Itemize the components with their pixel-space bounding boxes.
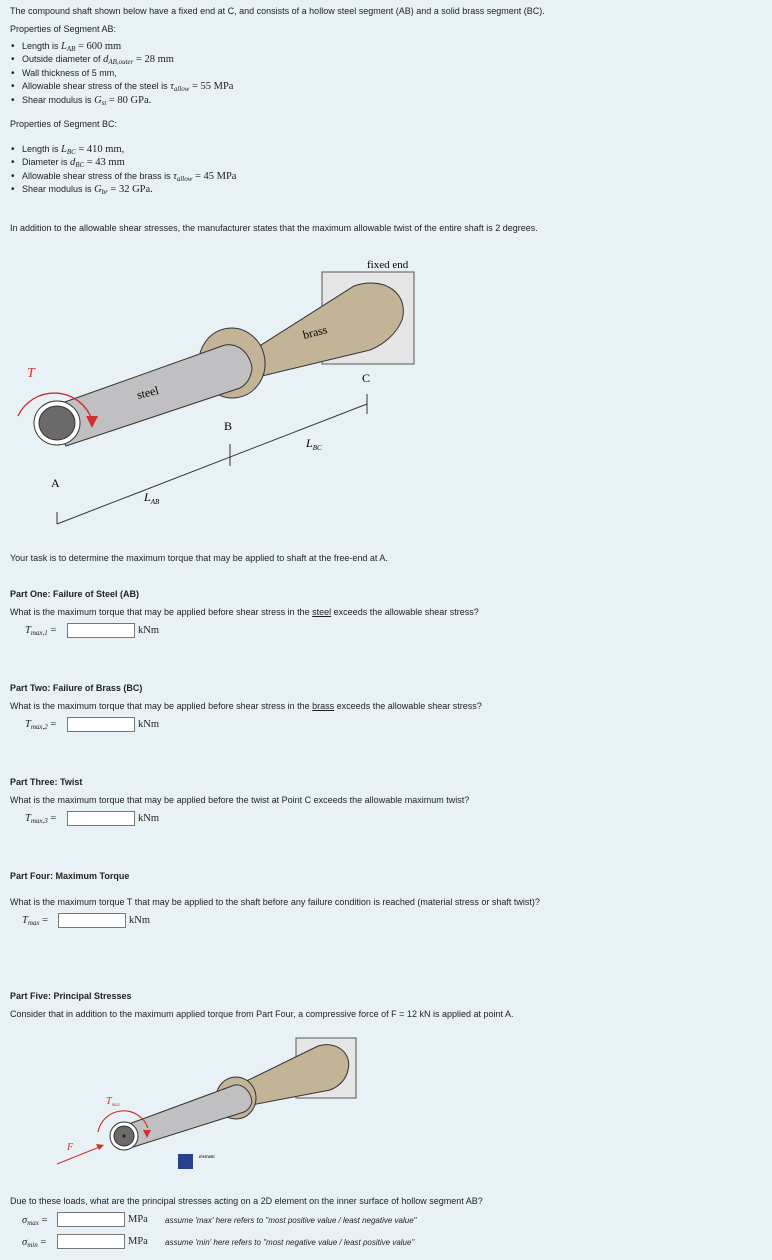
force-label: F <box>67 1142 74 1153</box>
property-symbol: $d_{BC}$ <box>70 157 85 170</box>
property-symbol: $\tau_{allow}$ <box>170 81 190 94</box>
part2-label: $T_{max,2}$ = <box>25 719 57 731</box>
segment-ab-heading: Properties of Segment AB: <box>10 24 117 34</box>
sigma-max-unit: MPa <box>128 1214 148 1225</box>
center-dot <box>123 1135 126 1138</box>
shaft-figure <box>0 250 772 540</box>
steel-label: steel <box>135 383 161 402</box>
intro-text: The compound shaft shown below have a fixed end at C, and consists of a hollow steel segment (AB) and a solid brass segment (BC). <box>10 6 545 16</box>
property-item: • Length is $L_{AB} = 600$ mm <box>10 40 233 53</box>
property-item: • Diameter is $d_{BC} = 43$ mm <box>10 156 236 169</box>
part4-question: What is the maximum torque T that may be applied to the shaft before any failure condition is reached (material stress or shaft twist)? <box>10 897 540 907</box>
part5-question: Consider that in addition to the maximum applied torque from Part Four, a compressive force of F = 12 kN is applied at point A. <box>10 1009 514 1019</box>
part4-label: $T_{max}$ = <box>22 915 49 927</box>
part2-heading: Part Two: Failure of Brass (BC) <box>10 683 143 693</box>
sigma-min-note: assume 'min' here refers to "most negative value / least positive value" <box>165 1238 415 1247</box>
part1-question: What is the maximum torque that may be applied before shear stress in the steel exceeds the allowable shear stress? <box>10 607 479 617</box>
segment-bc-heading: Properties of Segment BC: <box>10 119 118 129</box>
point-c-label: C <box>362 371 371 385</box>
sigma-max-input[interactable] <box>57 1212 125 1227</box>
sigma-max-note: assume 'max' here refers to "most positive value / least negative value" <box>165 1216 417 1225</box>
property-symbol: $L_{AB}$ <box>61 41 76 53</box>
element-square <box>178 1154 193 1169</box>
twist-note: In addition to the allowable shear stresses, the manufacturer states that the maximum allowable twist of the entire shaft is 2 degrees. <box>10 223 538 233</box>
property-symbol: $\tau_{allow}$ <box>173 170 193 183</box>
part3-answer-input[interactable] <box>67 811 135 826</box>
property-item: • Allowable shear stress of the steel is $\tau_{allow} = 55$ MPa <box>10 80 233 93</box>
part3-label: $T_{max,3}$ = <box>25 813 57 825</box>
part2-unit: kNm <box>138 719 159 730</box>
part1-label: $T_{max,1}$ = <box>25 625 57 637</box>
part2-question: What is the maximum torque that may be applied before shear stress in the brass exceeds the allowable shear stress? <box>10 701 482 711</box>
part1-heading: Part One: Failure of Steel (AB) <box>10 589 140 599</box>
part1-answer-input[interactable] <box>67 623 135 638</box>
part2-answer-input[interactable] <box>67 717 135 732</box>
property-item: • Shear modulus is $G_{br} = 32$ GPa. <box>10 183 236 196</box>
part1-unit: kNm <box>138 625 159 636</box>
brass-label: brass <box>301 322 329 342</box>
part4-answer-input[interactable] <box>58 913 126 928</box>
property-item: • Shear modulus is $G_{st} = 80$ GPa. <box>10 94 233 107</box>
property-symbol: $G_{st}$ <box>94 94 107 107</box>
property-item: • Wall thickness of 5 mm, <box>10 67 233 80</box>
task-text: Your task is to determine the maximum torque that may be applied to shaft at the free-end at A. <box>10 553 388 563</box>
sigma-min-input[interactable] <box>57 1234 125 1249</box>
sigma-min-unit: MPa <box>128 1236 148 1247</box>
property-symbol: $d_{AB,outer}$ <box>103 54 134 67</box>
torque-label: T <box>27 366 35 381</box>
element-label: element <box>199 1155 215 1160</box>
force-arrow <box>57 1146 102 1164</box>
length-ab-label: $L_{AB}$ <box>144 490 160 506</box>
fixed-end-label: fixed end <box>367 259 409 271</box>
loaded-shaft-figure <box>0 1030 400 1180</box>
property-item: • Length is $L_{BC} = 410$ mm, <box>10 143 236 156</box>
part4-heading: Part Four: Maximum Torque <box>10 871 130 881</box>
part3-question: What is the maximum torque that may be applied before the twist at Point C exceeds the allowable maximum twist? <box>10 795 470 805</box>
segment-bc-properties <box>10 143 236 197</box>
tmax-label: $T_{max}$ <box>106 1096 120 1108</box>
property-item: • Outside diameter of $d_{AB,outer} = 28$ mm <box>10 53 233 66</box>
segment-ab-properties <box>10 40 233 107</box>
point-a-label: A <box>51 476 60 490</box>
part5-prompt: Due to these loads, what are the principal stresses acting on a 2D element on the inner surface of hollow segment AB? <box>10 1196 483 1206</box>
sigma-min-label: $\sigma_{min}$ = <box>22 1237 47 1249</box>
property-symbol: $L_{BC}$ <box>61 144 76 156</box>
property-item: • Allowable shear stress of the brass is $\tau_{allow} = 45$ MPa <box>10 170 236 183</box>
property-symbol: $G_{br}$ <box>94 184 108 197</box>
point-b-label: B <box>224 419 233 433</box>
sigma-max-label: $\sigma_{max}$ = <box>22 1215 48 1227</box>
length-bc-label: $L_{BC}$ <box>306 436 322 452</box>
part3-heading: Part Three: Twist <box>10 777 83 787</box>
part3-unit: kNm <box>138 813 159 824</box>
part4-unit: kNm <box>129 915 150 926</box>
part5-heading: Part Five: Principal Stresses <box>10 991 132 1001</box>
force-arrowhead <box>96 1144 104 1150</box>
steel-bore <box>39 406 75 440</box>
